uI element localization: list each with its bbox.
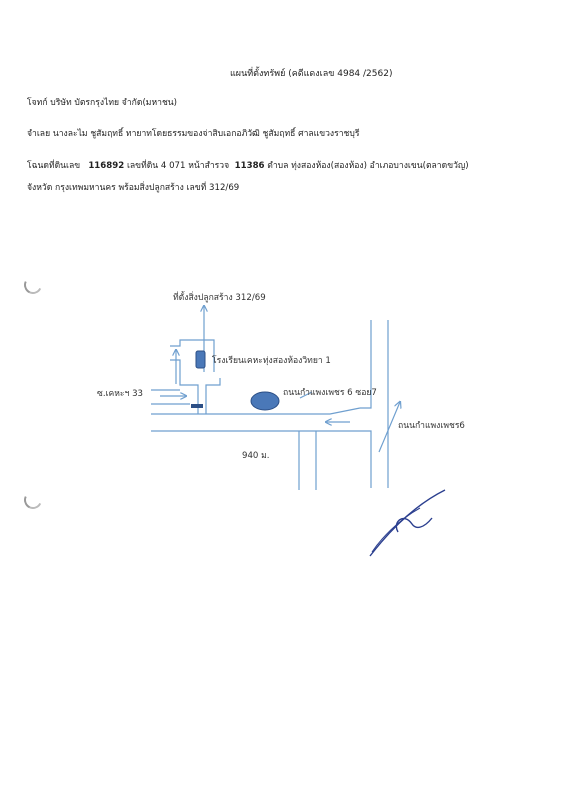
land-number: 4 071 bbox=[160, 161, 186, 171]
signature bbox=[370, 490, 445, 556]
survey-label: หน้าสำรวจ bbox=[188, 161, 230, 171]
deed-number: 116892 bbox=[88, 161, 125, 171]
land-number-label: เลขที่ดิน bbox=[126, 161, 159, 171]
main-road-label: ถนนกำแพงเพชร6 bbox=[398, 421, 465, 431]
school-marker bbox=[251, 392, 279, 410]
soi-keha-label: ซ.เคหะฯ 33 bbox=[97, 389, 144, 399]
school-label: โรงเรียนเคหะทุ่งสองห้องวิทยา 1 bbox=[212, 356, 331, 366]
road-soi7-label: ถนนกำแพงเพชร 6 ซอย7 bbox=[283, 388, 377, 398]
location-text: ตำบล ทุ่งสองห้อง(สองห้อง) อำเภอบางเขน(ตลาดขวัญ) bbox=[267, 161, 469, 171]
road-horizontal-top bbox=[151, 408, 360, 414]
distance-label: 940 ม. bbox=[242, 451, 270, 461]
survey-number: 11386 bbox=[234, 161, 265, 171]
property-marker bbox=[196, 351, 205, 368]
building-text: พร้อมสิ่งปลูกสร้าง เลขที่ 312/69 bbox=[118, 183, 240, 193]
soi-vertical-right bbox=[206, 378, 220, 414]
arrow-main-road bbox=[379, 402, 400, 452]
property-label: ที่ตั้งสิ่งปลูกสร้าง 312/69 bbox=[173, 293, 266, 303]
road-right-vertical-inner bbox=[330, 431, 371, 488]
deed-label: โฉนดที่ดินเลข bbox=[27, 161, 81, 171]
plaintiff-line: โจทก์ บริษัท บัตรกรุงไทย จำกัด(มหาชน) bbox=[27, 98, 178, 108]
province-text: จังหวัด กรุงเทพมหานคร bbox=[27, 183, 116, 193]
gate-marker bbox=[191, 404, 203, 408]
document-title: แผนที่ตั้งทรัพย์ (คดีแดงเลข 4984 /2562) bbox=[230, 69, 393, 79]
defendant-line: จำเลย นางละไม ชูสัมฤทธิ์ ทายาทโดยธรรมของจ่าสิบเอกอภิวัฒิ ชูสัมฤทธิ์ ศาลแขวงราชบุรี bbox=[27, 129, 360, 139]
